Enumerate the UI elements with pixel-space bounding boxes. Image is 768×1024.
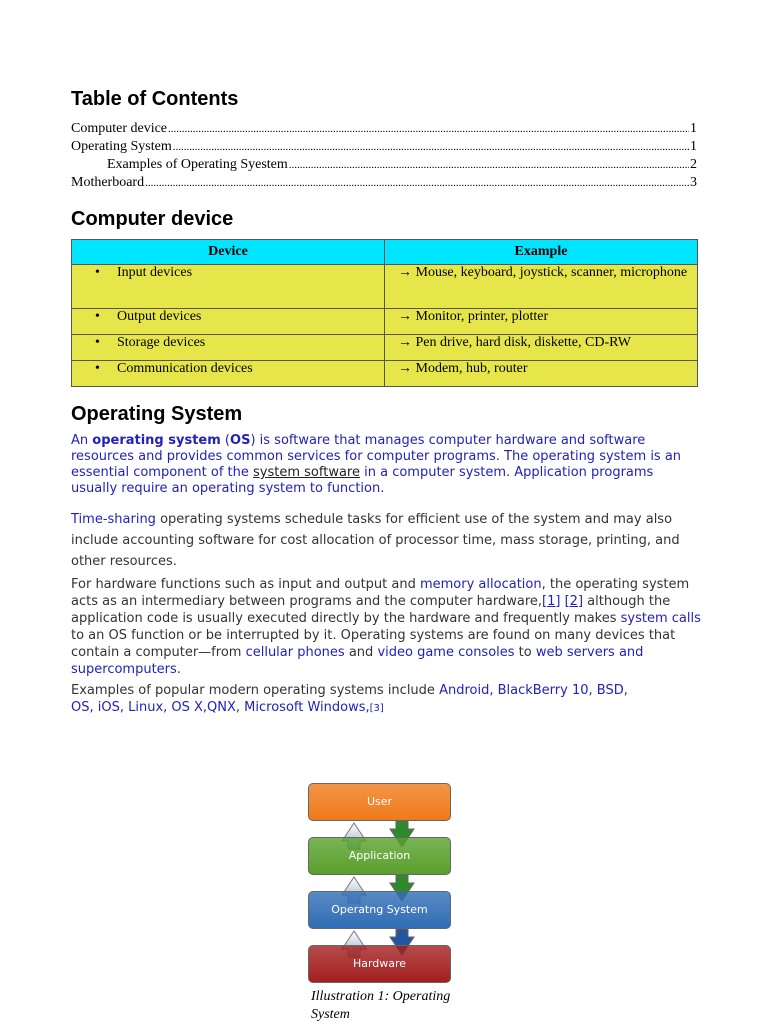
- reference-link-1[interactable]: [1]: [542, 594, 561, 609]
- toc-leader: [168, 121, 689, 137]
- text: , the operating system acts as an intermediary between programs and the computer hardware,: [71, 577, 690, 609]
- time-sharing-link[interactable]: Time-sharing: [71, 512, 156, 527]
- device-cell: [72, 335, 385, 361]
- text: in a computer system. Application programs usually require an operating system to function.: [71, 465, 654, 496]
- bullet-icon: •: [95, 335, 100, 350]
- bullet-icon: •: [95, 309, 100, 324]
- toc-entry-label: Computer device: [71, 121, 168, 136]
- text: and: [344, 645, 378, 660]
- layer-user: User: [308, 783, 451, 821]
- text: is software that manages computer hardware and software resources and provides common services for computer programs. The operating system is an essential component of the: [71, 433, 682, 480]
- example-text: Mouse, keyboard, joystick, scanner, microphone: [415, 265, 688, 280]
- toc-entry-label: Motherboard: [71, 175, 145, 190]
- time-sharing-paragraph: [71, 509, 701, 572]
- arrow-right-icon: →: [398, 361, 412, 376]
- bullet-icon: •: [95, 265, 100, 280]
- toc-entry-label: Operating System: [71, 139, 172, 154]
- os-term: operating system: [92, 433, 221, 448]
- table-row: [72, 309, 698, 335]
- cellular-phones-link[interactable]: cellular phones: [245, 645, 345, 660]
- toc-title: Table of Contents: [71, 88, 239, 110]
- text: to an OS function or be interrupted by it. Operating systems are found on many devices that contain a computer—from: [71, 628, 676, 660]
- example-text: Monitor, printer, plotter: [415, 309, 549, 324]
- example-cell: [385, 335, 698, 361]
- text: operating systems schedule tasks for efficient use of the system and may also include accounting software for cost allocation of processor time, mass storage, printing, and other resources.: [71, 512, 680, 569]
- example-cell: [385, 309, 698, 335]
- device-name: Output devices: [117, 309, 202, 324]
- layer-application: Application: [308, 837, 451, 875]
- text: An: [71, 433, 93, 448]
- computer-device-heading: Computer device: [71, 208, 234, 230]
- arrow-right-icon: →: [398, 309, 412, 324]
- arrow-right-icon: →: [398, 265, 412, 280]
- table-row: [72, 361, 698, 387]
- os-layers-diagram: [308, 783, 450, 985]
- toc-leader: [145, 175, 689, 191]
- column-header-example: Example: [385, 240, 698, 265]
- hardware-functions-paragraph: [71, 576, 701, 678]
- table-row: [72, 335, 698, 361]
- device-name: Storage devices: [117, 335, 206, 350]
- device-name: Input devices: [117, 265, 193, 280]
- system-calls-link[interactable]: system calls: [620, 611, 701, 626]
- toc-leader: [289, 157, 689, 173]
- example-cell: [385, 265, 698, 309]
- bullet-icon: •: [95, 361, 100, 376]
- device-cell: [72, 361, 385, 387]
- text: to: [514, 645, 536, 660]
- memory-allocation-link[interactable]: memory allocation: [419, 577, 542, 592]
- column-header-device: Device: [72, 240, 385, 265]
- system-software-link[interactable]: system software: [253, 465, 360, 480]
- text: .: [176, 662, 181, 677]
- device-table: [71, 239, 698, 387]
- operating-system-heading: Operating System: [71, 403, 243, 425]
- text: For hardware functions such as input and output and: [71, 577, 420, 592]
- diagram-caption: Illustration 1: Operating System: [311, 989, 451, 1022]
- toc-entry-page: 1: [690, 121, 697, 136]
- toc-leader: [173, 139, 689, 155]
- toc-entry-page: 2: [690, 157, 697, 172]
- example-cell: [385, 361, 698, 387]
- toc-entry-label: Examples of Operating Syestem: [107, 157, 288, 172]
- text: Examples of popular modern operating systems include: [71, 683, 440, 698]
- table-of-contents: [71, 121, 697, 193]
- reference-link-2[interactable]: [2]: [564, 594, 584, 609]
- table-row: [72, 265, 698, 309]
- toc-entry[interactable]: [71, 139, 697, 157]
- web-servers-link[interactable]: web servers and supercomputers: [71, 645, 644, 677]
- reference-link-3[interactable]: [3]: [369, 703, 384, 714]
- toc-entry-page: 1: [690, 139, 697, 154]
- toc-entry[interactable]: [71, 175, 697, 193]
- example-text: Modem, hub, router: [415, 361, 528, 376]
- device-cell: [72, 309, 385, 335]
- examples-paragraph: [71, 682, 651, 717]
- text: although the application code is usually executed directly by the hardware and frequently makes: [71, 594, 671, 626]
- table-header-row: [72, 240, 698, 265]
- os-examples-link[interactable]: Android, BlackBerry 10, BSD, OS, iOS, Linux, OS X,QNX, Microsoft Windows,: [71, 683, 628, 715]
- video-game-consoles-link[interactable]: video game consoles: [377, 645, 515, 660]
- text: ): [250, 433, 256, 448]
- device-cell: [72, 265, 385, 309]
- text: (: [220, 433, 231, 448]
- layer-operating-system: Operatng System: [308, 891, 451, 929]
- toc-entry-page: 3: [690, 175, 697, 190]
- toc-entry[interactable]: [71, 121, 697, 139]
- toc-entry[interactable]: [71, 157, 697, 175]
- arrow-right-icon: →: [398, 335, 412, 350]
- device-name: Communication devices: [117, 361, 253, 376]
- layer-hardware: Hardware: [308, 945, 451, 983]
- os-intro-paragraph: [71, 433, 696, 497]
- os-abbr: OS: [230, 433, 251, 448]
- example-text: Pen drive, hard disk, diskette, CD-RW: [415, 335, 631, 350]
